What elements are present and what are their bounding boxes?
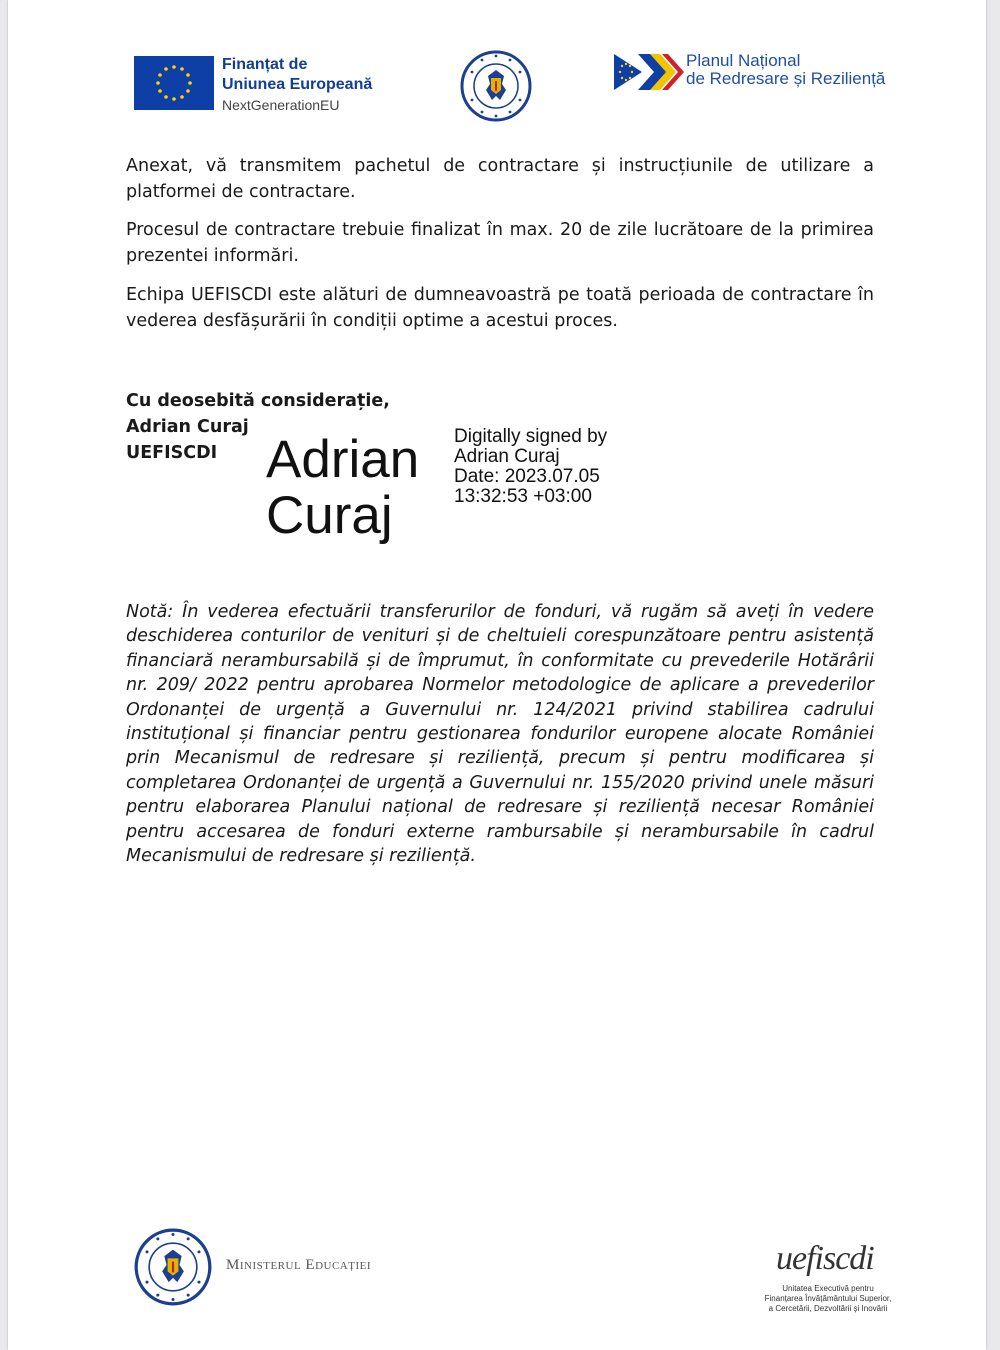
eu-flag-icon bbox=[134, 56, 214, 110]
signature-name-line1: Adrian bbox=[266, 430, 420, 489]
signature-meta-line3: Date: 2023.07.05 bbox=[454, 466, 600, 487]
pnrr-logo-line1: Planul Național bbox=[686, 51, 801, 70]
uefiscdi-caption-line3: a Cercetării, Dezvoltării și Inovării bbox=[768, 1304, 888, 1313]
signature-meta-line1: Digitally signed by bbox=[454, 426, 608, 447]
body-paragraph-3: Echipa UEFISCDI este alături de dumneavoastră pe toată perioada de contractare în vederea desfășurării în condiții optime a acestui proces. bbox=[126, 285, 874, 331]
eu-logo-line3: NextGenerationEU bbox=[222, 97, 340, 113]
eu-logo-line1: Finanțat de bbox=[222, 56, 308, 73]
government-romania-seal-icon bbox=[460, 50, 532, 122]
signature-meta-line4: 13:32:53 +03:00 bbox=[454, 486, 592, 507]
signature-name-line2: Curaj bbox=[266, 486, 393, 545]
closing-salutation: Cu deosebită considerație, bbox=[126, 391, 390, 411]
body-paragraph-2: Procesul de contractare trebuie finalizat în max. 20 de zile lucrătoare de la primirea prezentei informări. bbox=[126, 220, 874, 266]
ministry-label: Ministerul Educației bbox=[226, 1257, 372, 1273]
uefiscdi-caption-line2: Finanțarea Învățământului Superior, bbox=[764, 1294, 892, 1303]
uefiscdi-wordmark: uefiscdi bbox=[776, 1240, 874, 1277]
closing-organization: UEFISCDI bbox=[126, 443, 218, 463]
digital-signature-details bbox=[454, 427, 607, 507]
pnrr-arrows-icon bbox=[614, 52, 684, 92]
government-romania-seal-footer-icon bbox=[134, 1228, 212, 1306]
digital-signature-name bbox=[266, 432, 419, 544]
pnrr-logo-line2: de Redresare și Reziliență bbox=[686, 69, 886, 88]
uefiscdi-caption-line1: Unitatea Executivă pentru bbox=[782, 1284, 874, 1293]
eu-funding-logo bbox=[134, 56, 394, 116]
signature-meta-line2: Adrian Curaj bbox=[454, 446, 560, 467]
document-page bbox=[8, 0, 986, 1350]
eu-logo-line2: Uniunea Europeană bbox=[222, 76, 373, 93]
pnrr-logo bbox=[614, 52, 914, 100]
note-paragraph: Notă: În vederea efectuării transferurilor de fonduri, vă rugăm să aveți în vedere deschiderea conturilor de venituri și de cheltuieli corespunzătoare pentru asistență financiară nerambursabilă și de împrumut, în conformitate cu prevederile Hotărârii nr. 209/ 2022 pentru aprobarea Normelor metodologice de aplicare a prevederilor Ordonanței de urgență a Guvernului nr. 124/2021 privind stabilirea cadrului instituțional și financiar pentru gestionarea fondurilor europene alocate României prin Mecanismul de redresare și reziliență, precum și pentru modificarea și completarea Ordonanței de urgență a Guvernului nr. 155/2020 privind unele măsuri pentru elaborarea Planului național de redresare și reziliență necesar României pentru accesarea de fonduri externe rambursabile și nerambursabile în cadrul Mecanismului de redresare și reziliență. bbox=[126, 602, 874, 867]
body-paragraph-1: Anexat, vă transmitem pachetul de contractare și instrucțiunile de utilizare a platformei de contractare. bbox=[126, 156, 874, 202]
closing-name: Adrian Curaj bbox=[126, 417, 249, 437]
